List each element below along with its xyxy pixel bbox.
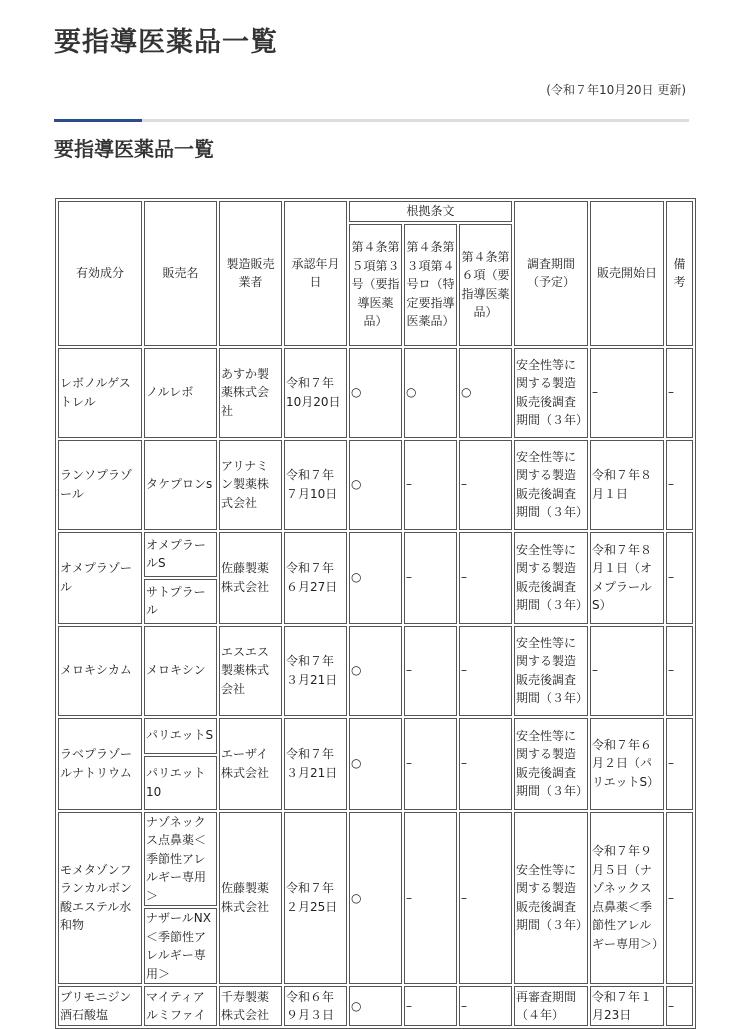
header-survey-period: 調査期間（予定） [514,201,588,346]
cell-brand: オメプラールS [144,532,217,577]
cell-approval-date: 令和７年10月20日 [284,348,347,438]
header-manufacturer: 製造販売業者 [219,201,282,346]
cell-basis3: – [459,532,512,624]
cell-survey-period: 安全性等に関する製造販売後調査期間（３年） [514,532,588,624]
section-divider [54,119,689,122]
page-title: 要指導医薬品一覧 [54,27,278,58]
cell-basis3: – [459,626,512,716]
cell-brand: メロキシン [144,626,217,716]
cell-survey-period: 安全性等に関する製造販売後調査期間（３年） [514,440,588,530]
cell-basis3: – [459,440,512,530]
header-sales-start: 販売開始日 [590,201,664,346]
cell-survey-period: 安全性等に関する製造販売後調査期間（３年） [514,348,588,438]
cell-basis3: – [459,718,512,810]
cell-approval-date: 令和７年７月10日 [284,440,347,530]
header-brand: 販売名 [144,201,217,346]
cell-sales-start: 令和７年８月１日（オメプラールS） [590,532,664,624]
cell-sales-start: – [590,626,664,716]
cell-brand: パリエットS [144,718,217,754]
cell-ingredient: ラベプラゾールナトリウム [58,718,142,810]
table-row [58,348,693,438]
cell-sales-start: 令和７年６月２日（パリエットS） [590,718,664,810]
cell-brand: ナザールNX＜季節性アレルギー専用＞ [144,908,217,984]
cell-basis1: ○ [349,812,402,985]
cell-basis1: ○ [349,626,402,716]
cell-manufacturer: エーザイ株式会社 [219,718,282,810]
update-date: (令和７年10月20日 更新) [546,83,686,97]
cell-sales-start: – [590,348,664,438]
cell-sales-start: 令和７年８月１日 [590,440,664,530]
cell-brand: タケプロンs [144,440,217,530]
table-row [58,986,693,1026]
cell-brand: ノルレボ [144,348,217,438]
cell-approval-date: 令和７年２月25日 [284,812,347,985]
cell-approval-date: 令和７年３月21日 [284,626,347,716]
cell-remarks: – [666,812,693,985]
header-basis-col3: 第４条第６項（要指導医薬品） [459,224,512,346]
cell-basis3: – [459,812,512,985]
cell-manufacturer: あすか製薬株式会社 [219,348,282,438]
cell-basis2: ○ [404,348,457,438]
cell-ingredient: モメタゾンフランカルボン酸エステル水和物 [58,812,142,985]
cell-approval-date: 令和７年３月21日 [284,718,347,810]
cell-brand: マイティアルミファイ [144,986,217,1026]
divider-accent [54,119,142,122]
cell-manufacturer: 千寿製薬株式会社 [219,986,282,1026]
section-title: 要指導医薬品一覧 [54,137,214,161]
cell-survey-period: 安全性等に関する製造販売後調査期間（３年） [514,718,588,810]
cell-basis3: ○ [459,348,512,438]
cell-manufacturer: 佐藤製薬株式会社 [219,812,282,985]
table-row [58,440,693,530]
cell-basis1: ○ [349,532,402,624]
cell-basis3: – [459,986,512,1026]
cell-ingredient: ランソプラゾール [58,440,142,530]
cell-manufacturer: 佐藤製薬株式会社 [219,532,282,624]
cell-remarks: – [666,440,693,530]
cell-sales-start: 令和７年９月５日（ナゾネックス点鼻薬＜季節性アレルギー専用＞） [590,812,664,985]
cell-manufacturer: アリナミン製薬株式会社 [219,440,282,530]
header-ingredient: 有効成分 [58,201,142,346]
cell-basis1: ○ [349,440,402,530]
header-remarks: 備考 [666,201,693,346]
drug-table [55,198,696,1029]
cell-approval-date: 令和７年６月27日 [284,532,347,624]
cell-manufacturer: エスエス製薬株式会社 [219,626,282,716]
table-row [58,626,693,716]
cell-basis1: ○ [349,718,402,810]
cell-brand: サトプラール [144,579,217,624]
header-approval-date: 承認年月日 [284,201,347,346]
cell-ingredient: ブリモニジン酒石酸塩 [58,986,142,1026]
table-row [58,532,693,577]
cell-basis1: ○ [349,348,402,438]
table-row [58,718,693,754]
cell-ingredient: オメプラゾール [58,532,142,624]
header-basis-col1: 第４条第５項第３号（要指導医薬品） [349,224,402,346]
cell-survey-period: 安全性等に関する製造販売後調査期間（３年） [514,812,588,985]
cell-basis2: – [404,986,457,1026]
cell-remarks: – [666,718,693,810]
cell-basis2: – [404,440,457,530]
cell-survey-period: 安全性等に関する製造販売後調査期間（３年） [514,626,588,716]
cell-ingredient: メロキシカム [58,626,142,716]
cell-brand: ナゾネックス点鼻薬＜季節性アレルギー専用＞ [144,812,217,907]
header-basis-group: 根拠条文 [349,201,512,222]
cell-basis2: – [404,718,457,810]
header-basis-col2: 第４条第３項第４号ロ（特定要指導医薬品） [404,224,457,346]
cell-remarks: – [666,626,693,716]
cell-basis1: ○ [349,986,402,1026]
cell-remarks: – [666,348,693,438]
cell-survey-period: 再審査期間（４年） [514,986,588,1026]
cell-approval-date: 令和６年９月３日 [284,986,347,1026]
cell-sales-start: 令和７年１月23日 [590,986,664,1026]
cell-remarks: – [666,986,693,1026]
cell-basis2: – [404,532,457,624]
cell-ingredient: レボノルゲストレル [58,348,142,438]
cell-brand: パリエット10 [144,756,217,810]
cell-basis2: – [404,626,457,716]
table-row [58,812,693,907]
cell-basis2: – [404,812,457,985]
cell-remarks: – [666,532,693,624]
